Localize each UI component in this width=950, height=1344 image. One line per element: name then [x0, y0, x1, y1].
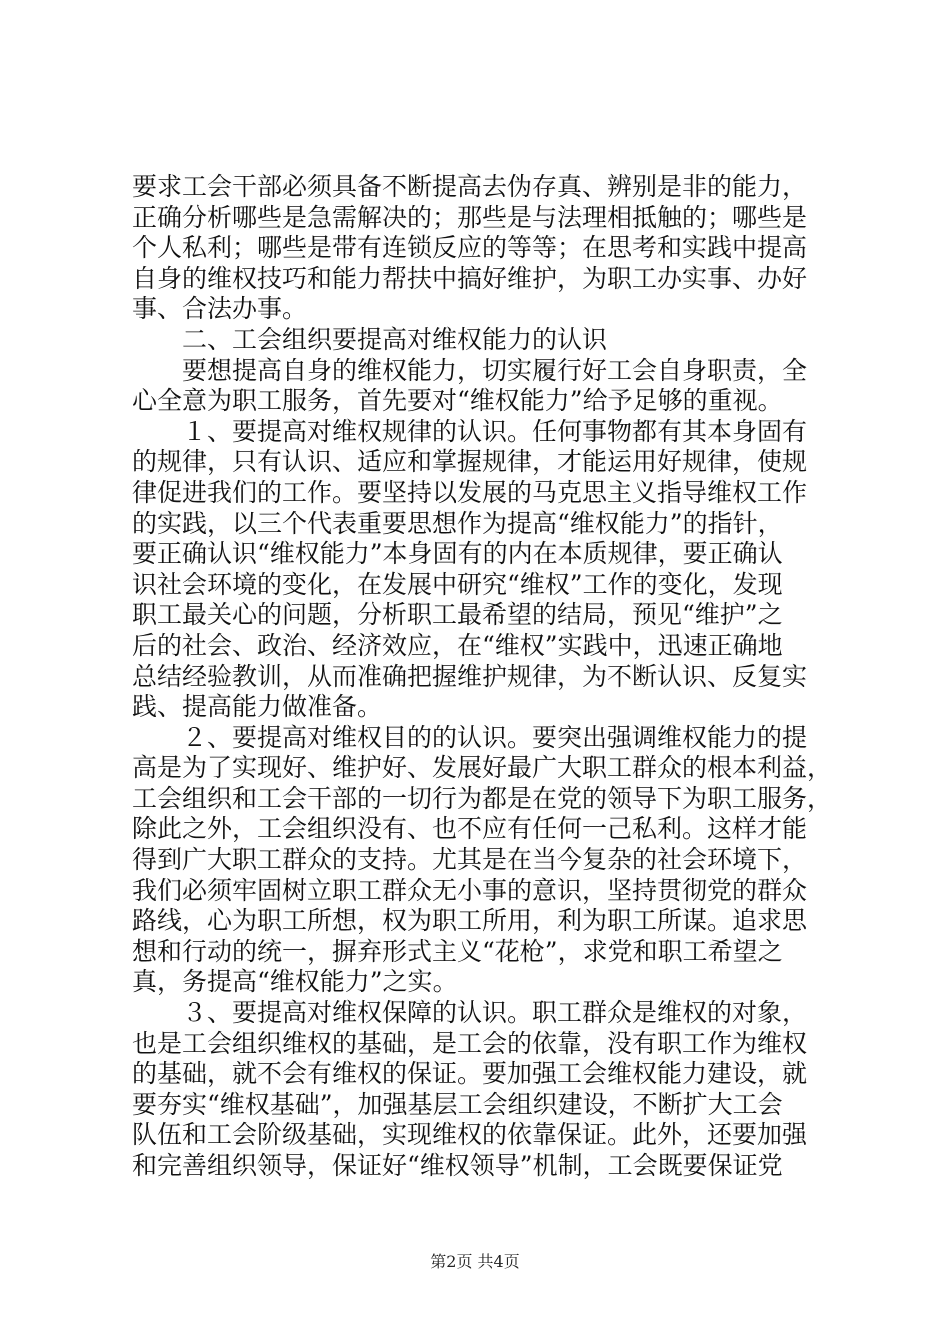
text-line: 事、合法办事。: [132, 294, 308, 324]
text-line: 律促进我们的工作。要坚持以发展的马克思主义指导维权工作: [132, 477, 808, 507]
text-line: 要夯实“维权基础”，加强基层工会组织建设，不断扩大工会: [132, 1089, 783, 1119]
text-line: 得到广大职工群众的支持。尤其是在当今复杂的社会环境下，: [132, 845, 808, 875]
text-line: 职工最关心的问题，分析职工最希望的结局，预见“维护”之: [132, 600, 783, 630]
text-line: 除此之外，工会组织没有、也不应有任何一己私利。这样才能: [132, 814, 808, 844]
document-body: [132, 172, 832, 1182]
text-line: 真，务提高“维权能力”之实。: [132, 967, 458, 997]
text-line: 个人私利；哪些是带有连锁反应的等等；在思考和实践中提高: [132, 233, 808, 263]
text-line: 自身的维权技巧和能力帮扶中搞好维护，为职工办实事、办好: [132, 263, 808, 293]
section-heading: 二、工会组织要提高对维权能力的认识: [132, 324, 608, 354]
text-line: 要求工会干部必须具备不断提高去伪存真、辨别是非的能力，: [132, 172, 808, 201]
text-line: 想和行动的统一，摒弃形式主义“花枪”，求党和职工希望之: [132, 936, 783, 966]
text-line: 队伍和工会阶级基础，实现维权的依靠保证。此外，还要加强: [132, 1120, 808, 1150]
text-line: 正确分析哪些是急需解决的；那些是与法理相抵触的；哪些是: [132, 202, 808, 232]
text-line: ２、要提高对维权目的的认识。要突出强调维权能力的提: [132, 722, 808, 752]
text-line: 要正确认识“维权能力”本身固有的内在本质规律，要正确认: [132, 539, 783, 569]
page-number-footer: 第2页 共4页: [430, 1252, 520, 1271]
text-line: 路线，心为职工所想，权为职工所用，利为职工所谋。追求思: [132, 906, 808, 936]
text-line: 我们必须牢固树立职工群众无小事的意识，坚持贯彻党的群众: [132, 875, 808, 905]
text-line: 要想提高自身的维权能力，切实履行好工会自身职责，全: [132, 355, 808, 385]
text-line: 的基础，就不会有维权的保证。要加强工会维权能力建设，就: [132, 1059, 808, 1089]
text-line: 高是为了实现好、维护好、发展好最广大职工群众的根本利益，: [132, 753, 833, 783]
text-line: 心全意为职工服务，首先要对“维权能力”给予足够的重视。: [132, 386, 783, 416]
text-line: 践、提高能力做准备。: [132, 692, 383, 722]
text-line: 总结经验教训，从而准确把握维护规律，为不断认识、反复实: [132, 661, 808, 691]
text-line: 的实践，以三个代表重要思想作为提高“维权能力”的指针，: [132, 508, 783, 538]
text-line: 识社会环境的变化，在发展中研究“维权”工作的变化，发现: [132, 569, 783, 599]
text-line: ３、要提高对维权保障的认识。职工群众是维权的对象，: [132, 998, 808, 1028]
text-line: 的规律，只有认识、适应和掌握规律，才能运用好规律，使规: [132, 447, 808, 477]
text-line: 和完善组织领导，保证好“维权领导”机制，工会既要保证党: [132, 1151, 783, 1180]
text-line: 工会组织和工会干部的一切行为都是在党的领导下为职工服务，: [132, 783, 833, 813]
text-line: 也是工会组织维权的基础，是工会的依靠，没有职工作为维权: [132, 1028, 808, 1058]
text-line: １、要提高对维权规律的认识。任何事物都有其本身固有: [132, 416, 808, 446]
text-line: 后的社会、政治、经济效应，在“维权”实践中，迅速正确地: [132, 630, 783, 660]
